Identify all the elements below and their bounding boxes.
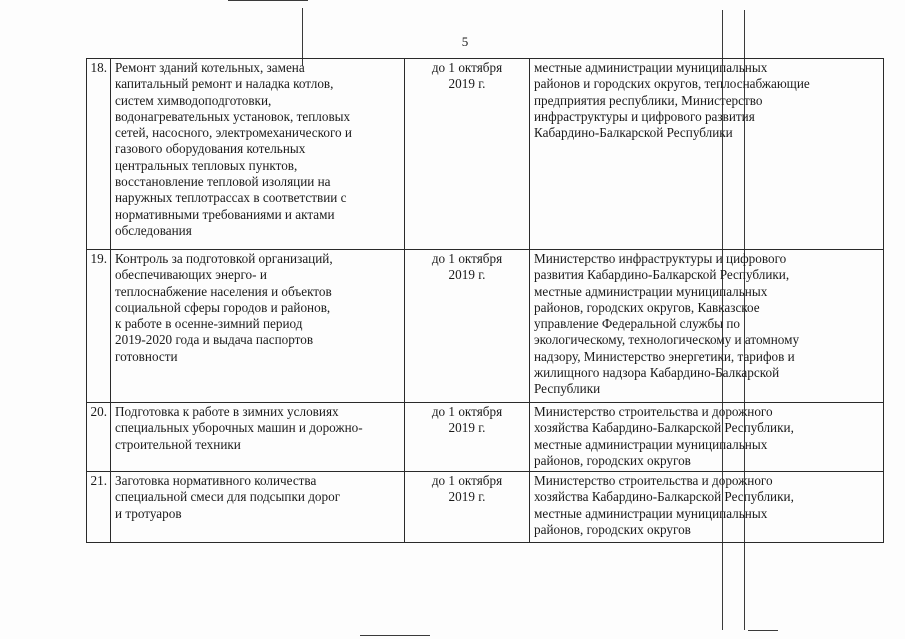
executor-line: районов, городских округов, Кавказское (534, 299, 760, 315)
executors-cell (530, 472, 884, 543)
row-number: 18. (87, 59, 111, 250)
task-line: Заготовка нормативного количества (115, 473, 317, 488)
executor-line: управление Федеральной службы по (534, 316, 740, 332)
executor-line: районов и городских округов, теплоснабжающие (534, 76, 810, 92)
deadline-line: 2019 г. (448, 76, 486, 92)
executor-line: Республики (534, 381, 601, 397)
deadline-line: до 1 октября (431, 60, 503, 75)
executor-line: хозяйства Кабардино-Балкарской Республики, (534, 420, 794, 436)
deadline-line: до 1 октября (431, 251, 503, 266)
scan-line-bottom (360, 635, 430, 636)
scan-line-bottom-right (748, 630, 778, 631)
table-row (87, 403, 884, 472)
deadline-line: 2019 г. (448, 267, 486, 283)
deadline-cell (405, 403, 530, 472)
deadline-line: 2019 г. (448, 489, 486, 505)
deadline-cell (405, 250, 530, 403)
executor-line: хозяйства Кабардино-Балкарской Республики, (534, 489, 794, 505)
scan-line-top (228, 0, 308, 1)
executor-line: развития Кабардино-Балкарской Республики, (534, 267, 790, 283)
task-cell (111, 403, 405, 472)
row-number: 19. (87, 250, 111, 403)
task-cell (111, 59, 405, 250)
deadline-cell (405, 472, 530, 543)
task-line: наружных теплотрассах в соответствии с (115, 190, 347, 206)
task-line: обеспечивающих энерго- и (115, 267, 267, 283)
task-line: готовности (115, 348, 178, 364)
executor-line: инфраструктуры и цифрового развития (534, 108, 755, 124)
deadline-line: до 1 октября (431, 404, 503, 419)
page-number: 5 (461, 34, 469, 49)
task-line: 2019-2020 года и выдача паспортов (115, 332, 314, 348)
executor-line: Министерство строительства и дорожного (534, 473, 773, 488)
executor-line: местные администрации муниципальных (534, 60, 768, 75)
task-line: нормативными требованиями и актами (115, 206, 335, 222)
task-line: капитальный ремонт и наладка котлов, (115, 76, 334, 92)
task-line: центральных тепловых пунктов, (115, 157, 298, 173)
task-line: систем химводоподготовки, (115, 92, 272, 108)
task-cell (111, 472, 405, 543)
executor-line: жилищного надзора Кабардино-Балкарской (534, 365, 780, 381)
row-number: 21. (87, 472, 111, 543)
table-row (87, 250, 884, 403)
executor-line: местные администрации муниципальных (534, 283, 768, 299)
executor-line: предприятия республики, Министерство (534, 92, 763, 108)
executor-line: местные администрации муниципальных (534, 436, 768, 452)
task-line: Ремонт зданий котельных, замена (115, 60, 305, 75)
executor-line: районов, городских округов (534, 521, 691, 537)
task-line: социальной сферы городов и районов, (115, 299, 331, 315)
task-line: к работе в осенне-зимний период (115, 316, 303, 332)
executors-cell (530, 59, 884, 250)
task-line: строительной техники (115, 436, 241, 452)
table-row (87, 59, 884, 250)
plan-table (86, 58, 884, 543)
task-line: обследования (115, 222, 192, 238)
executors-cell (530, 403, 884, 472)
task-line: водонагревательных установок, тепловых (115, 108, 351, 124)
row-number: 20. (87, 403, 111, 472)
task-line: специальных уборочных машин и дорожно- (115, 420, 363, 436)
deadline-line: до 1 октября (431, 473, 503, 488)
executor-line: надзору, Министерство энергетики, тарифов и (534, 348, 795, 364)
table-row (87, 472, 884, 543)
executor-line: районов, городских округов (534, 452, 691, 468)
executor-line: Кабардино-Балкарской Республики (534, 125, 733, 141)
executors-cell (530, 250, 884, 403)
deadline-line: 2019 г. (448, 420, 486, 436)
task-cell (111, 250, 405, 403)
task-line: газового оборудования котельных (115, 141, 306, 157)
executor-line: местные администрации муниципальных (534, 505, 768, 521)
task-line: Контроль за подготовкой организаций, (115, 251, 333, 266)
task-line: специальной смеси для подсыпки дорог (115, 489, 341, 505)
executor-line: Министерство инфраструктуры и цифрового (534, 251, 787, 266)
task-line: Подготовка к работе в зимних условиях (115, 404, 339, 419)
deadline-cell (405, 59, 530, 250)
executor-line: экологическому, технологическому и атомному (534, 332, 800, 348)
task-line: и тротуаров (115, 505, 182, 521)
task-line: теплоснабжение населения и объектов (115, 283, 332, 299)
executor-line: Министерство строительства и дорожного (534, 404, 773, 419)
task-line: сетей, насосного, электромеханического и (115, 125, 352, 141)
task-line: восстановление тепловой изоляции на (115, 174, 331, 190)
